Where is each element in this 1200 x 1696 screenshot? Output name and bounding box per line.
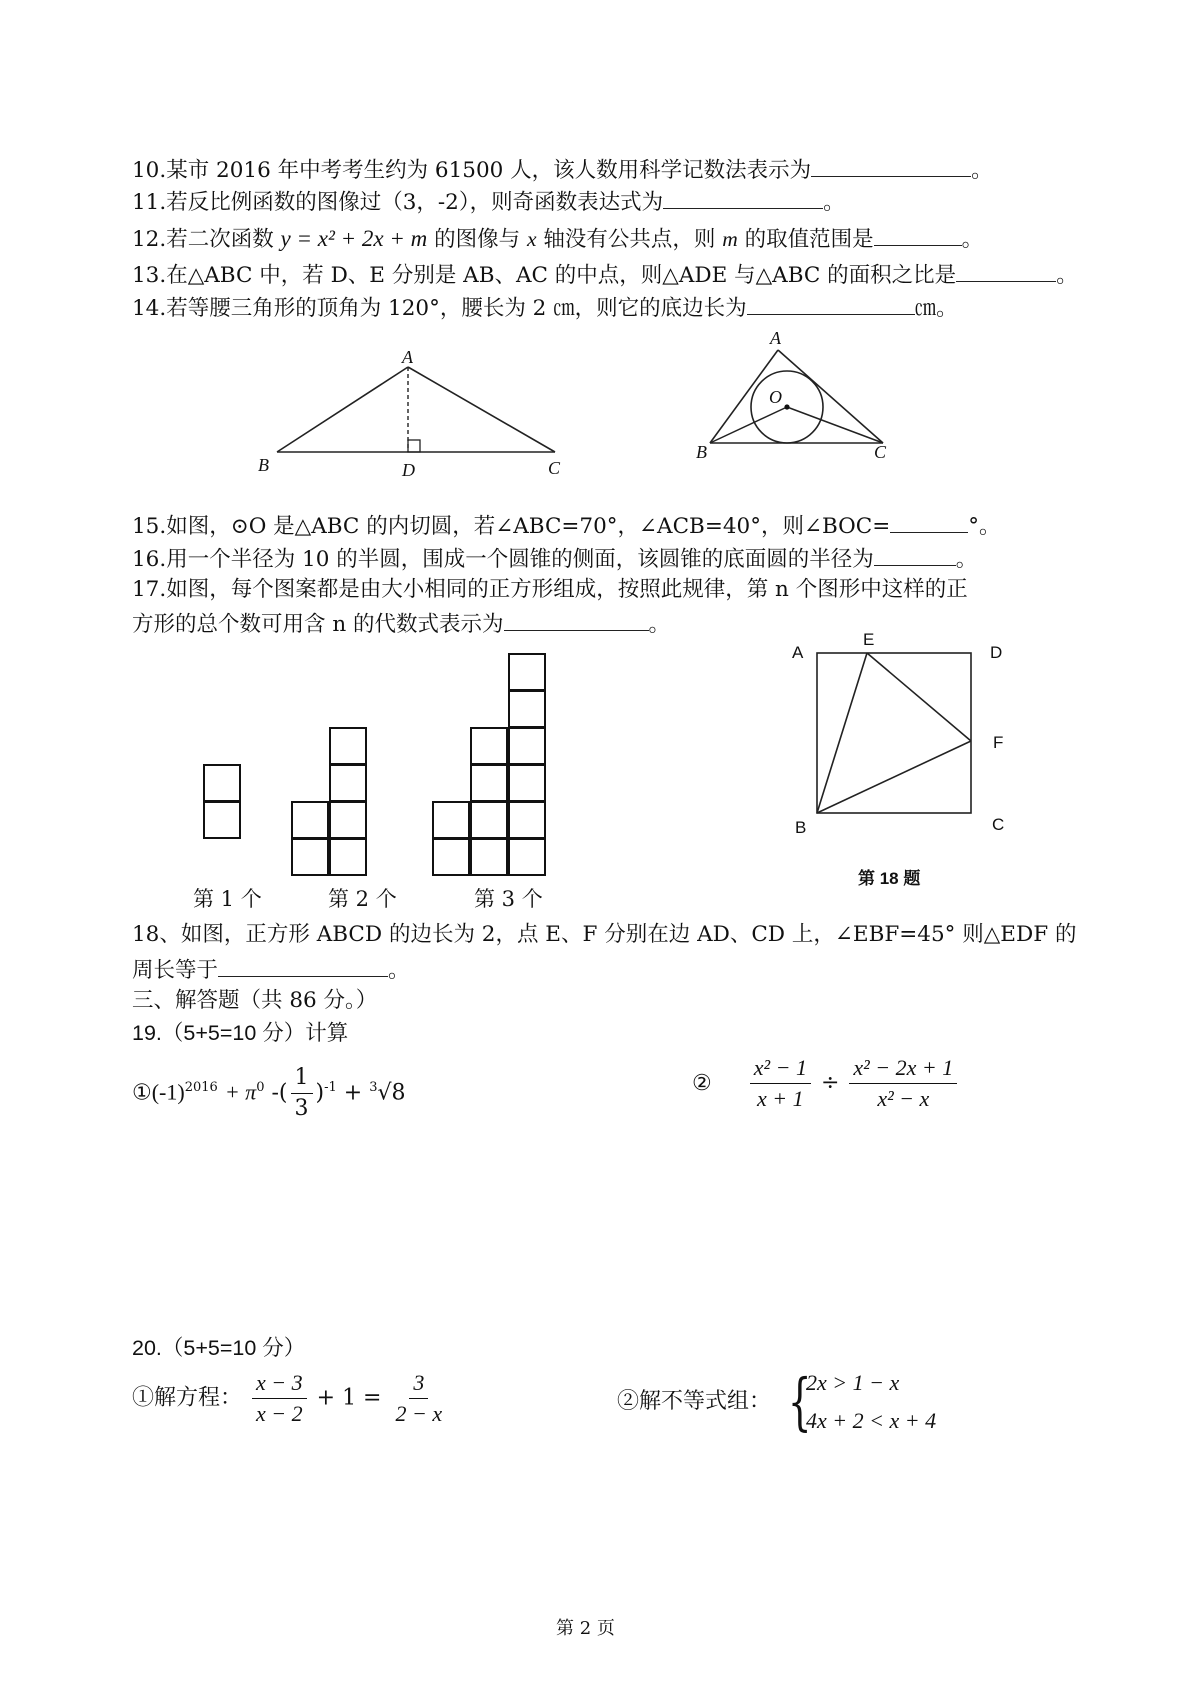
cube-root: √8: [377, 1080, 406, 1106]
label-C: C: [992, 815, 1005, 834]
question-11: [132, 186, 845, 217]
pattern-caption: 第 1 个: [193, 887, 262, 911]
square: [329, 838, 367, 876]
square: [508, 838, 546, 876]
question-20-title: 20.（5+5=10 分）: [132, 1336, 306, 1360]
question-tail: 。: [388, 958, 410, 983]
question-tail: 。: [971, 158, 993, 183]
part-marker: ②: [692, 1070, 712, 1096]
question-15: [132, 510, 1001, 541]
square: [432, 838, 470, 876]
denominator: 2 − x: [395, 1401, 443, 1426]
question-tail: ㎝。: [914, 296, 958, 321]
math-term: + π: [224, 1079, 257, 1105]
variable-x: x: [526, 227, 537, 251]
question-text: 18、如图，正方形 ABCD 的边长为 2，点 E、F 分别在边 AD、CD 上，∠EBF=45° 则△EDF 的: [132, 922, 1077, 947]
question-17-line2: [132, 608, 670, 639]
question-16: [132, 543, 977, 574]
square: [432, 801, 470, 839]
pattern-caption: 第 3 个: [474, 887, 543, 911]
quadratic-formula: y = x² + 2x + m: [280, 226, 428, 251]
incircle-triangle-figure: [700, 330, 900, 460]
square: [470, 801, 508, 839]
question-text: 10.某市 2016 年中考考生约为 61500 人，该人数用科学记数法表示为: [132, 158, 812, 183]
figure-caption: 第 18 题: [858, 869, 921, 888]
question-text: 方形的总个数可用含 n 的代数式表示为: [132, 612, 504, 637]
pattern-caption: 第 2 个: [328, 887, 397, 911]
answer-blank[interactable]: [874, 543, 956, 566]
exponent: 2016: [184, 1080, 218, 1096]
numerator: x − 3: [252, 1370, 307, 1399]
answer-blank[interactable]: [747, 292, 915, 315]
numerator: 3: [409, 1370, 428, 1399]
label-F: F: [993, 733, 1004, 752]
fraction: [252, 1370, 307, 1427]
question-text: 轴没有公共点，则: [543, 227, 716, 252]
label-A: A: [770, 328, 781, 348]
question-12: [132, 223, 983, 254]
numerator: x² − 2x + 1: [849, 1055, 957, 1084]
question-text: 14.若等腰三角形的顶角为 120°，腰长为 2 ㎝，则它的底边长为: [132, 296, 747, 321]
question-text: 的取值范围是: [744, 227, 874, 252]
label-C: C: [548, 458, 561, 478]
square: [508, 801, 546, 839]
triangle-altitude-figure: [255, 345, 575, 480]
fraction: [291, 1065, 313, 1122]
answer-blank[interactable]: [890, 510, 968, 533]
inequality-1: 2x > 1 − x: [806, 1370, 900, 1395]
square: [329, 801, 367, 839]
square: [470, 838, 508, 876]
label-B: B: [795, 818, 807, 837]
square: [470, 764, 508, 802]
square: [329, 727, 367, 765]
square: [508, 653, 546, 691]
answer-blank[interactable]: [874, 223, 962, 246]
section-heading: 三、解答题（共 86 分。）: [132, 988, 378, 1013]
math-term: (-1): [151, 1079, 185, 1105]
question-text: 11.若反比例函数的图像过（3，-2），则奇函数表达式为: [132, 190, 664, 215]
numerator: 1: [291, 1065, 313, 1094]
label-B: B: [696, 442, 707, 462]
question-tail: 。: [648, 612, 671, 637]
math-term: ): [315, 1080, 325, 1106]
square: [291, 838, 329, 876]
exponent: -1: [324, 1080, 337, 1096]
brace-icon: {: [787, 1365, 812, 1438]
part-marker: ①: [132, 1080, 152, 1106]
label-D: D: [402, 460, 415, 480]
math-term: +: [343, 1080, 363, 1106]
inequality-2: 4x + 2 < x + 4: [806, 1408, 937, 1433]
page-number: 第 2 页: [556, 1618, 615, 1639]
square: [291, 801, 329, 839]
question-tail: 。: [955, 547, 978, 572]
answer-blank[interactable]: [811, 154, 971, 177]
question-text: 13.在△ABC 中，若 D、E 分别是 AB、AC 的中点，则△ADE 与△ABC 的面积之比是: [132, 263, 957, 288]
label-O: O: [769, 387, 782, 407]
question-18-line1: [132, 921, 1076, 949]
label-C: C: [874, 442, 887, 462]
label-B: B: [258, 455, 269, 475]
fraction: [392, 1370, 447, 1427]
question-13: [132, 259, 1078, 290]
question-tail: 。: [823, 190, 845, 215]
fraction: [849, 1055, 957, 1112]
denominator: x² − x: [877, 1086, 930, 1111]
label-E: E: [863, 630, 875, 649]
denominator: x + 1: [757, 1086, 804, 1111]
answer-blank[interactable]: [663, 186, 823, 209]
answer-blank[interactable]: [504, 608, 649, 631]
square: [470, 727, 508, 765]
square-abcd-figure: [805, 645, 980, 825]
question-tail: 。: [961, 227, 984, 252]
denominator: 3: [294, 1096, 309, 1121]
math-term: -(: [271, 1080, 288, 1106]
question-10: [132, 154, 993, 185]
numerator: x² − 1: [750, 1055, 811, 1084]
square: [329, 764, 367, 802]
square: [508, 727, 546, 765]
square: [203, 801, 241, 839]
question-text: 17.如图，每个图案都是由大小相同的正方形组成，按照此规律，第 n 个图形中这样的正: [132, 577, 968, 602]
part-label: ①解方程：: [132, 1385, 243, 1411]
q20-part1: [132, 1370, 449, 1427]
question-18-line2: [132, 954, 410, 985]
divide-sign: ÷: [820, 1070, 840, 1096]
question-17-line1: [132, 576, 968, 604]
question-text: 周长等于: [132, 958, 219, 983]
label-A: A: [402, 347, 413, 367]
variable-m: m: [722, 227, 738, 251]
part-label: ②解不等式组：: [617, 1389, 772, 1414]
answer-blank[interactable]: [956, 259, 1056, 282]
label-A: A: [792, 643, 804, 662]
exponent: 0: [256, 1080, 265, 1096]
question-tail: °。: [968, 514, 1001, 539]
label-D: D: [990, 643, 1003, 662]
question-text: 12.若二次函数: [132, 227, 274, 252]
answer-blank[interactable]: [218, 954, 388, 977]
math-term: + 1 =: [316, 1385, 382, 1411]
denominator: x − 2: [256, 1401, 303, 1426]
square: [508, 764, 546, 802]
q19-part2: [692, 1055, 960, 1112]
question-19-title: 19.（5+5=10 分）计算: [132, 1021, 349, 1045]
q19-part1: [132, 1065, 406, 1122]
square: [203, 764, 241, 802]
question-text: 15.如图，⊙O 是△ABC 的内切圆，若∠ABC=70°，∠ACB=40°，则∠BOC=: [132, 514, 891, 539]
question-text: 的图像与: [434, 227, 521, 252]
question-text: 16.用一个半径为 10 的半圆，围成一个圆锥的侧面，该圆锥的底面圆的半径为: [132, 547, 874, 572]
question-14: [132, 292, 958, 323]
fraction: [750, 1055, 811, 1112]
root-index: 3: [369, 1080, 378, 1096]
square: [508, 690, 546, 728]
q20-part2: [617, 1388, 771, 1416]
question-tail: 。: [1056, 263, 1078, 288]
